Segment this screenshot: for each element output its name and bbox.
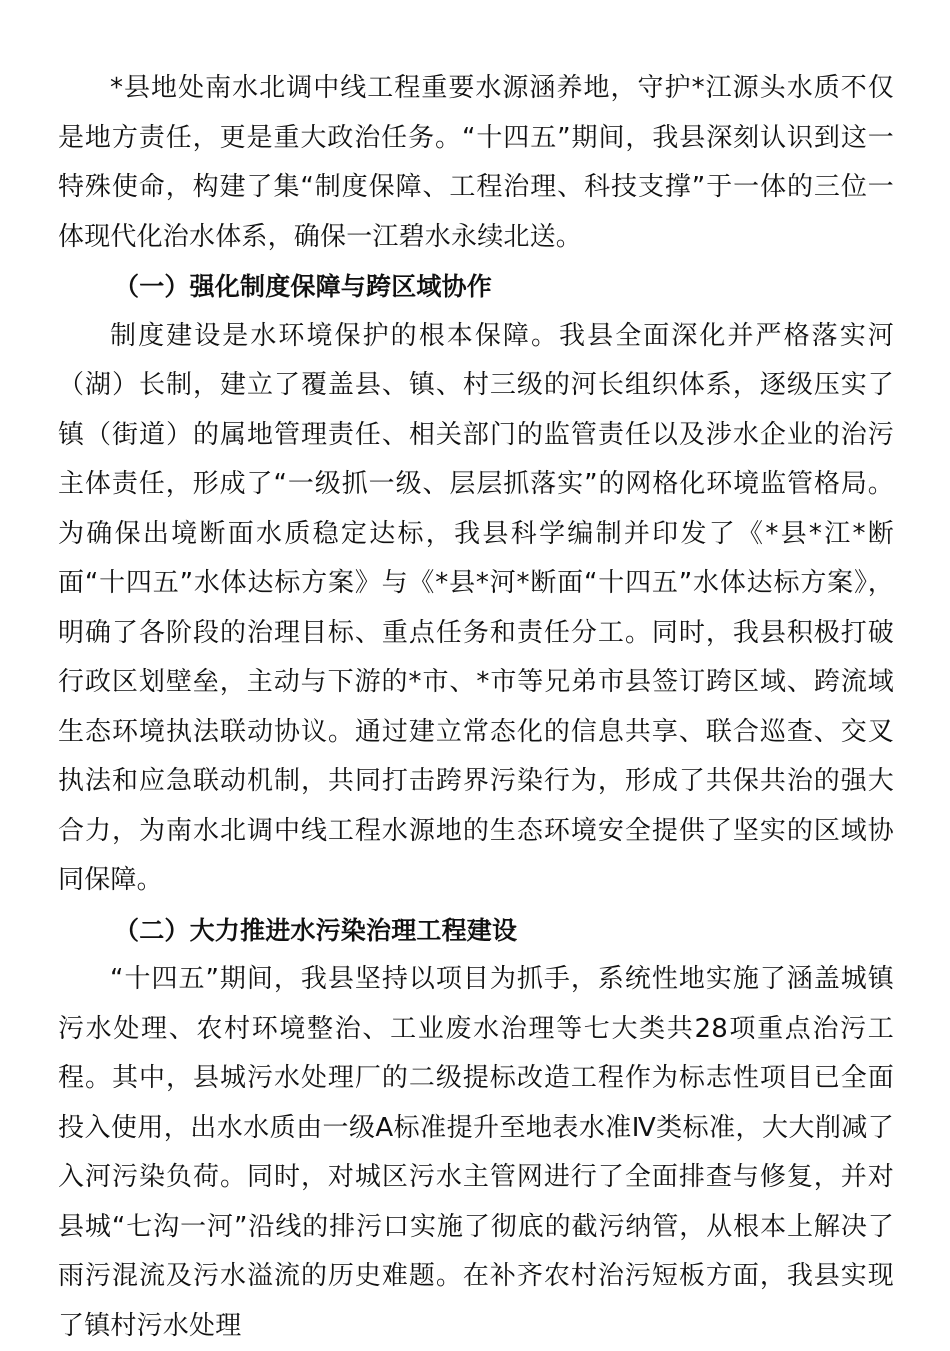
document-page: [58, 64, 894, 1351]
section-2-paragraph: “十四五”期间，我县坚持以项目为抓手，系统性地实施了涵盖城镇污水处理、农村环境整治、工业废水治理等七大类共28项重点治污工程。其中，县城污水处理厂的二级提标改造工程作为标志性项目已全面投入使用，出水水质由一级A标准提升至地表水准Ⅳ类标准，大大削减了入河污染负荷。同时，对城区污水主管网进行了全面排查与修复，并对县城“七沟一河”沿线的排污口实施了彻底的截污纳管，从根本上解决了雨污混流及污水溢流的历史难题。在补齐农村治污短板方面，我县实现了镇村污水处理: [58, 964, 894, 1341]
section-1-heading: （一）强化制度保障与跨区域协作: [114, 272, 493, 301]
section-1-paragraph: 制度建设是水环境保护的根本保障。我县全面深化并严格落实河（湖）长制，建立了覆盖县、镇、村三级的河长组织体系，逐级压实了镇（街道）的属地管理责任、相关部门的监管责任以及涉水企业的治污主体责任，形成了“一级抓一级、层层抓落实”的网格化环境监管格局。为确保出境断面水质稳定达标，我县科学编制并印发了《*县*江*断面“十四五”水体达标方案》与《*县*河*断面“十四五”水体达标方案》，明确了各阶段的治理目标、重点任务和责任分工。同时，我县积极打破行政区划壁垒，主动与下游的*市、*市等兄弟市县签订跨区域、跨流域生态环境执法联动协议。通过建立常态化的信息共享、联合巡查、交叉执法和应急联动机制，共同打击跨界污染行为，形成了共保共治的强大合力，为南水北调中线工程水源地的生态环境安全提供了坚实的区域协同保障。: [58, 320, 894, 895]
intro-paragraph: *县地处南水北调中线工程重要水源涵养地，守护*江源头水质不仅是地方责任，更是重大政治任务。“十四五”期间，我县深刻认识到这一特殊使命，构建了集“制度保障、工程治理、科技支撑”于一体的三位一体现代化治水体系，确保一江碧水永续北送。: [58, 73, 894, 252]
section-2-heading: （二）大力推进水污染治理工程建设: [114, 915, 518, 945]
